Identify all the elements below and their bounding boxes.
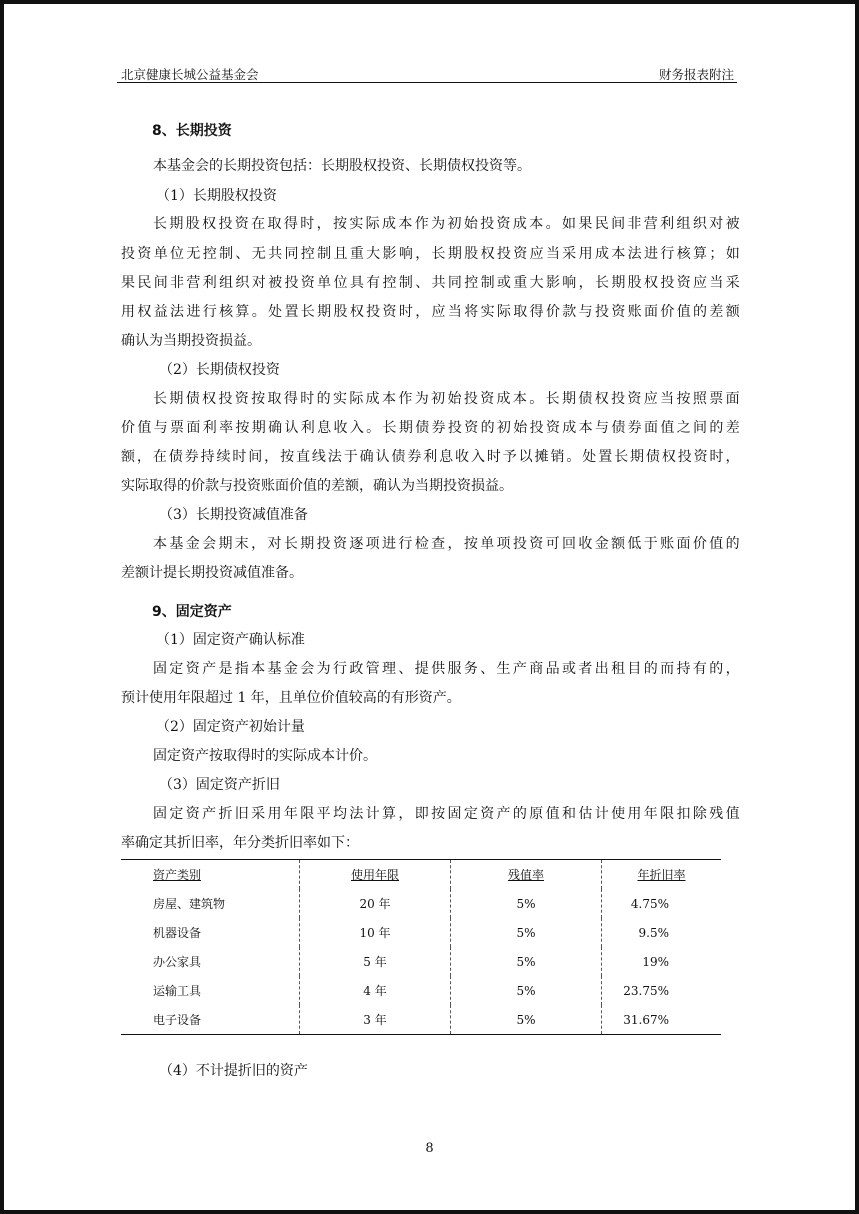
paragraph-line: 投 资 单 位 无 控 制 、 无 共 同 控 制 且 重 大 影 响 ， 长 期 股 权 投 资 应 当 采 用 成 本 法 进 行 核 算 ； 如 (121, 246, 740, 262)
section-8-subtitle-2: （2）长期债权投资 (159, 362, 280, 378)
page-number: 8 (425, 1141, 434, 1156)
table-cell: 5% (451, 1005, 602, 1035)
header-organization: 北京健康长城公益基金会 (121, 67, 259, 82)
table-cell: 23.75% (602, 976, 722, 1005)
section-8-intro: 本基金会的长期投资包括：长期股权投资、长期债权投资等。 (153, 158, 531, 174)
table-cell: 10 年 (300, 918, 451, 947)
table-cell: 机器设备 (153, 926, 202, 940)
paragraph-line: 固定资产按取得时的实际成本计价。 (153, 748, 377, 764)
paragraph-line: 额 ， 在 债 券 持 续 时 间 ， 按 直 线 法 于 确 认 债 券 利 息 收 入 时 予 以 摊 销 。 处 置 长 期 债 权 投 资 时 ， (121, 449, 740, 465)
paragraph-line: 用 权 益 法 进 行 核 算 。 处 置 长 期 股 权 投 资 时 ， 应 当 将 实 际 取 得 价 款 与 投 资 账 面 价 值 的 差 额 (121, 304, 740, 320)
paragraph-line: 预计使用年限超过 1 年，且单位价值较高的有形资产。 (121, 690, 461, 706)
section-9-title: 9、固定资产 (152, 604, 232, 620)
table-cell: 5% (451, 947, 602, 976)
paragraph-line: 固 定 资 产 折 旧 采 用 年 限 平 均 法 计 算 ， 即 按 固 定 资 产 的 原 值 和 估 计 使 用 年 限 扣 除 残 值 (153, 806, 740, 822)
section-9-subtitle-2: （2）固定资产初始计量 (156, 719, 305, 735)
header-document-type: 财务报表附注 (658, 67, 734, 82)
section-9-subtitle-4: （4）不计提折旧的资产 (159, 1063, 308, 1079)
table-cell: 4 年 (300, 976, 451, 1005)
section-8-subtitle-3: （3）长期投资减值准备 (159, 507, 308, 523)
table-cell: 5% (451, 976, 602, 1005)
table-row (121, 918, 721, 947)
table-cell: 31.67% (602, 1005, 722, 1035)
table-cell: 9.5% (602, 918, 722, 947)
table-cell: 3 年 (300, 1005, 451, 1035)
table-cell: 5 年 (300, 947, 451, 976)
paragraph-line: 实际取得的价款与投资账面价值的差额，确认为当期投资损益。 (121, 478, 513, 494)
section-8-subtitle-1: （1）长期股权投资 (156, 188, 277, 204)
table-cell: 电子设备 (153, 1013, 202, 1027)
depreciation-rate-table (121, 859, 721, 1035)
table-cell: 4.75% (602, 889, 722, 918)
paragraph-line: 长 期 股 权 投 资 在 取 得 时 ， 按 实 际 成 本 作 为 初 始 投 资 成 本 。 如 果 民 间 非 营 利 组 织 对 被 (153, 216, 740, 232)
table-header-cell: 年折旧率 (602, 860, 722, 890)
table-row (121, 976, 721, 1005)
paragraph-line: 差额计提长期投资减值准备。 (121, 565, 303, 581)
table-row (121, 889, 721, 918)
table-cell: 20 年 (300, 889, 451, 918)
table-row (121, 947, 721, 976)
table-cell: 办公家具 (153, 955, 202, 969)
paragraph-line: 本 基 金 会 期 末 ， 对 长 期 投 资 逐 项 进 行 检 查 ， 按 单 项 投 资 可 回 收 金 额 低 于 账 面 价 值 的 (153, 536, 740, 552)
section-9-subtitle-3: （3）固定资产折旧 (159, 777, 280, 793)
header-rule (117, 82, 737, 83)
table-cell: 房屋、建筑物 (153, 897, 226, 911)
table-header-cell: 资产类别 (153, 868, 202, 882)
paragraph-line: 确认为当期投资损益。 (121, 333, 261, 349)
section-8-title: 8、长期投资 (152, 123, 232, 139)
paragraph-line: 果 民 间 非 营 利 组 织 对 被 投 资 单 位 具 有 控 制 、 共 同 控 制 或 重 大 影 响 ， 长 期 股 权 投 资 应 当 采 (121, 275, 740, 291)
table-cell: 运输工具 (153, 984, 202, 998)
table-header-row (121, 860, 721, 890)
section-9-subtitle-1: （1）固定资产确认标准 (156, 632, 305, 648)
table-cell: 19% (602, 947, 722, 976)
paragraph-line: 价 值 与 票 面 利 率 按 期 确 认 利 息 收 入 。 长 期 债 券 投 资 的 初 始 投 资 成 本 与 债 券 面 值 之 间 的 差 (121, 420, 740, 436)
table-row (121, 1005, 721, 1035)
paragraph-line: 率确定其折旧率，年分类折旧率如下： (121, 835, 359, 851)
table-header-cell: 残值率 (451, 860, 602, 890)
paragraph-line: 长 期 债 权 投 资 按 取 得 时 的 实 际 成 本 作 为 初 始 投 资 成 本 。 长 期 债 权 投 资 应 当 按 照 票 面 (153, 391, 740, 407)
paragraph-line: 固 定 资 产 是 指 本 基 金 会 为 行 政 管 理 、 提 供 服 务 、 生 产 商 品 或 者 出 租 目 的 而 持 有 的 ， (153, 661, 740, 677)
table-header-cell: 使用年限 (300, 860, 451, 890)
table-cell: 5% (451, 918, 602, 947)
table-cell: 5% (451, 889, 602, 918)
